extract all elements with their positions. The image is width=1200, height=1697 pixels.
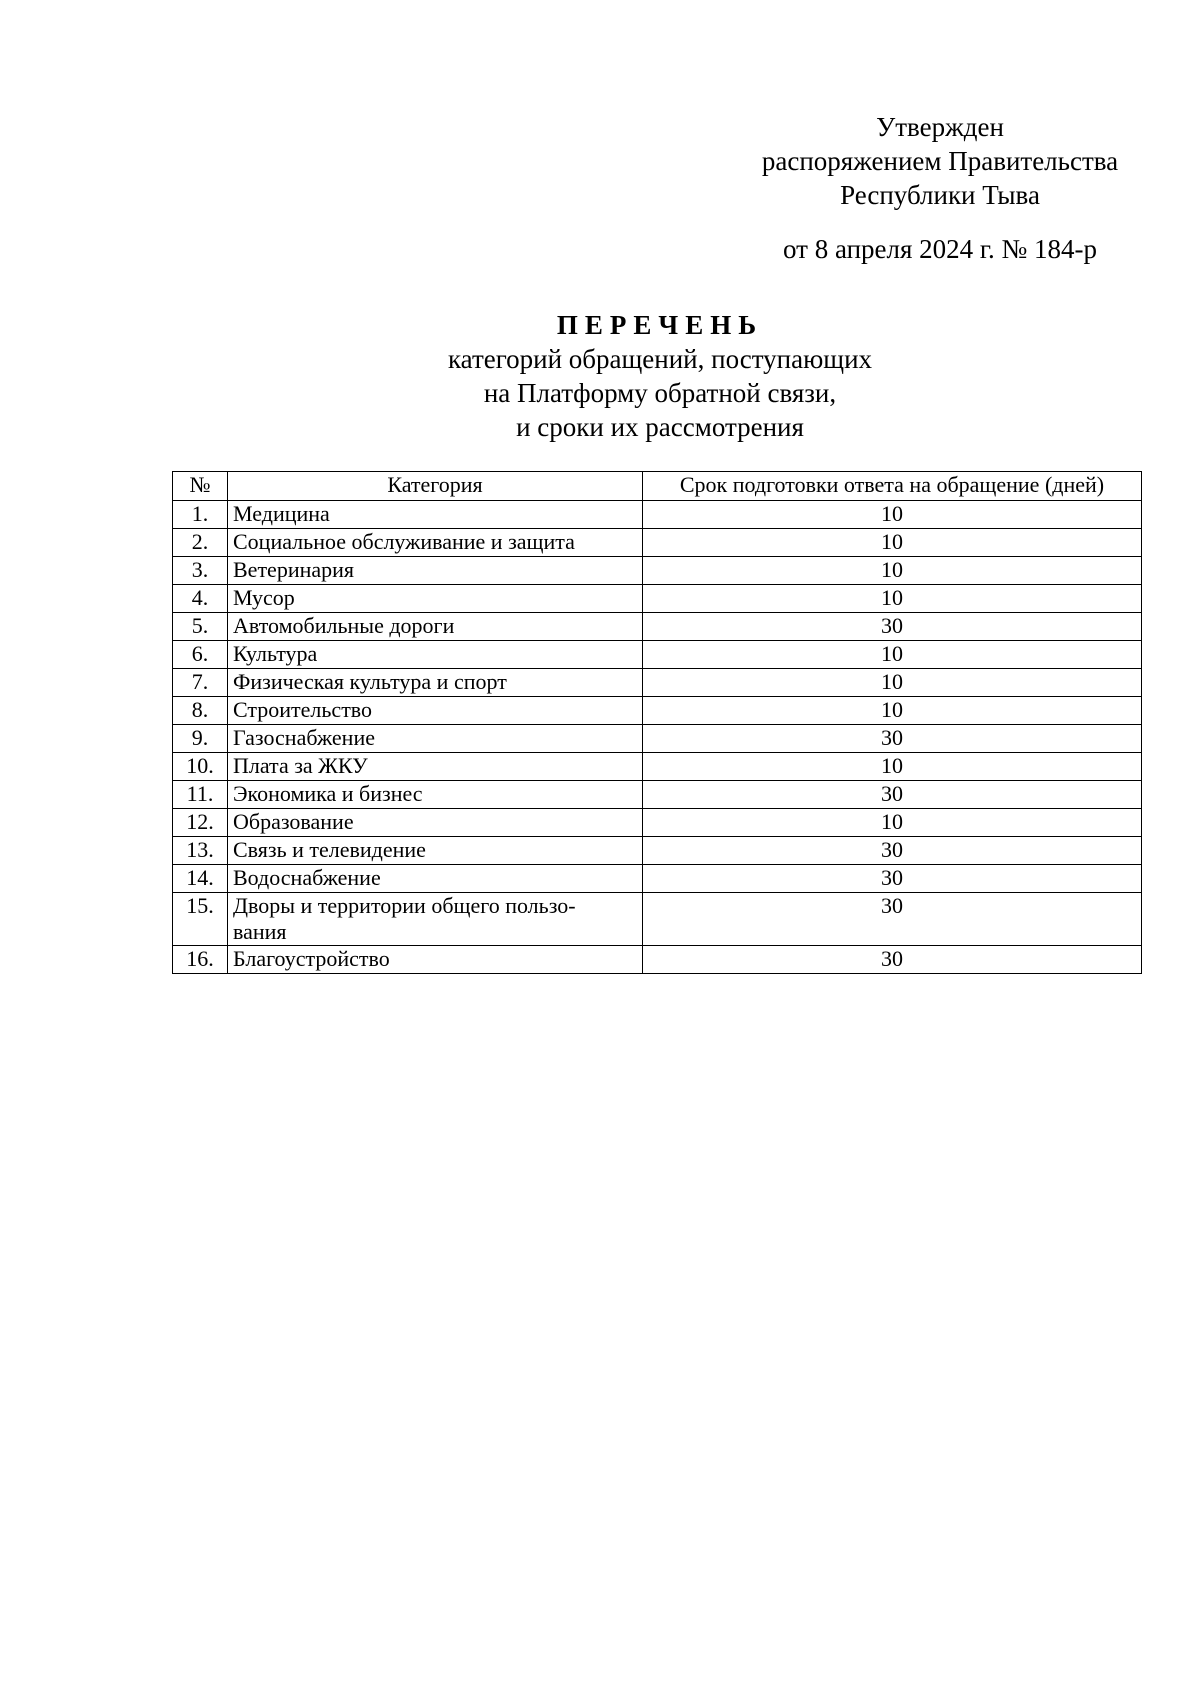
row-category: Медицина [228, 501, 643, 529]
table-row [173, 837, 1142, 865]
table-row [173, 557, 1142, 585]
row-number: 9. [173, 725, 228, 753]
row-days: 10 [643, 585, 1142, 613]
row-days: 30 [643, 837, 1142, 865]
row-number: 8. [173, 697, 228, 725]
approval-line-3: Республики Тыва [840, 180, 1040, 210]
row-number: 11. [173, 781, 228, 809]
row-number: 13. [173, 837, 228, 865]
document-title-block [300, 308, 1020, 444]
row-category: Социальное обслуживание и защита [228, 529, 643, 557]
row-category: Связь и телевидение [228, 837, 643, 865]
row-days: 10 [643, 501, 1142, 529]
row-days: 10 [643, 669, 1142, 697]
header-category: Категория [228, 472, 643, 501]
table-row [173, 697, 1142, 725]
table-row [173, 501, 1142, 529]
table-row [173, 529, 1142, 557]
row-days: 10 [643, 753, 1142, 781]
row-days: 10 [643, 697, 1142, 725]
row-days: 30 [643, 613, 1142, 641]
table-row [173, 781, 1142, 809]
table-row [173, 613, 1142, 641]
row-category: Водоснабжение [228, 865, 643, 893]
table-row [173, 641, 1142, 669]
row-number: 16. [173, 946, 228, 974]
table-row [173, 865, 1142, 893]
row-number: 14. [173, 865, 228, 893]
document-subtitle-line-3: и сроки их рассмотрения [516, 412, 804, 442]
row-number: 4. [173, 585, 228, 613]
document-subtitle-line-2: на Платформу обратной связи, [483, 378, 837, 408]
row-category: Плата за ЖКУ [228, 753, 643, 781]
row-days: 30 [643, 946, 1142, 974]
table-row [173, 725, 1142, 753]
row-category: Культура [228, 641, 643, 669]
approval-stamp [740, 110, 1140, 212]
row-number: 7. [173, 669, 228, 697]
row-days: 30 [643, 781, 1142, 809]
table-row [173, 946, 1142, 974]
row-number: 12. [173, 809, 228, 837]
row-number: 5. [173, 613, 228, 641]
row-days: 10 [643, 641, 1142, 669]
table-row [173, 809, 1142, 837]
row-category: Ветеринария [228, 557, 643, 585]
row-category: Экономика и бизнес [228, 781, 643, 809]
row-category: Газоснабжение [228, 725, 643, 753]
header-days: Срок подготовки ответа на обращение (дней) [643, 472, 1142, 501]
row-days: 30 [643, 865, 1142, 893]
row-days: 10 [643, 809, 1142, 837]
header-number: № [173, 472, 228, 501]
row-number: 6. [173, 641, 228, 669]
row-days: 10 [643, 557, 1142, 585]
row-category: Автомобильные дороги [228, 613, 643, 641]
row-number: 10. [173, 753, 228, 781]
row-days: 30 [643, 725, 1142, 753]
row-number: 1. [173, 501, 228, 529]
table-header-row [173, 472, 1142, 501]
row-number: 2. [173, 529, 228, 557]
document-subtitle-line-1: категорий обращений, поступающих [447, 344, 873, 374]
table-row [173, 669, 1142, 697]
row-category: Образование [228, 809, 643, 837]
approval-date: от 8 апреля 2024 г. № 184-р [783, 234, 1097, 264]
row-days: 10 [643, 529, 1142, 557]
row-category: Мусор [228, 585, 643, 613]
categories-table [172, 471, 1142, 974]
table-row [173, 893, 1142, 946]
row-category: Физическая культура и спорт [228, 669, 643, 697]
approval-line-2: распоряжением Правительства [761, 146, 1119, 176]
row-number: 15. [173, 893, 228, 946]
table-row [173, 753, 1142, 781]
row-category: Строительство [228, 697, 643, 725]
row-category: Благоустройство [228, 946, 643, 974]
row-category: Дворы и территории общего пользо- вания [228, 893, 643, 946]
table-row [173, 585, 1142, 613]
document-title: ПЕРЕЧЕНЬ [556, 310, 764, 340]
row-number: 3. [173, 557, 228, 585]
row-days: 30 [643, 893, 1142, 946]
approval-line-1: Утвержден [876, 112, 1004, 142]
